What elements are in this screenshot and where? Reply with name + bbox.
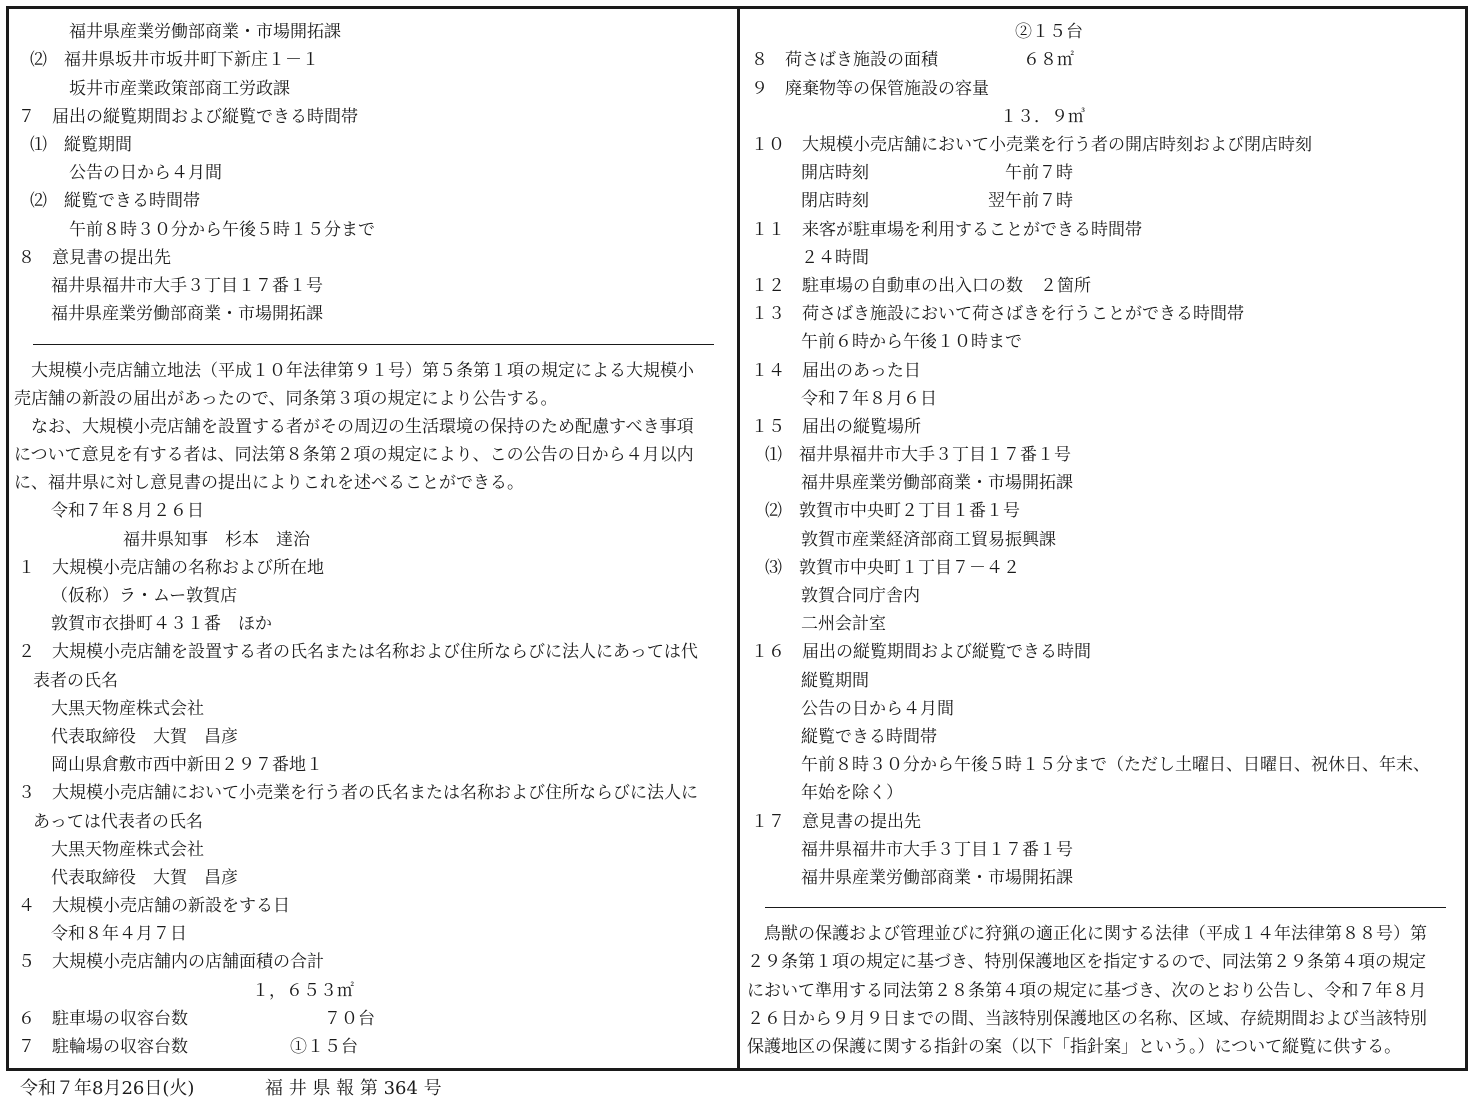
left-text-line: 坂井市産業政策部商工労政課 (69, 79, 290, 99)
left-text-line: ６ 駐車場の収容台数 ７０台 (18, 1009, 375, 1029)
right-text-line: 鳥獣の保護および管理並びに狩猟の適正化に関する法律（平成１４年法律第８８号）第 (747, 924, 1427, 944)
right-text-line: １３．９㎥ (1000, 107, 1085, 127)
right-text-line: １４ 届出のあった日 (751, 361, 921, 381)
left-text-line: ８ 意見書の提出先 (18, 248, 171, 268)
right-text-line: ⑵ 敦賀市中央町２丁目１番１号 (765, 501, 1020, 521)
left-text-line: 福井県知事 杉本 達治 (123, 530, 310, 550)
left-text-line: 大規模小売店舗立地法（平成１０年法律第９１号）第５条第１項の規定による大規模小 (14, 361, 694, 381)
left-text-line: あっては代表者の氏名 (33, 812, 203, 832)
right-text-line: ９ 廃棄物等の保管施設の容量 (751, 79, 989, 99)
right-text-line: 年始を除く） (801, 783, 903, 803)
right-text-line: １０ 大規模小売店舗において小売業を行う者の開店時刻および閉店時刻 (751, 135, 1312, 155)
left-text-line: 敦賀市衣掛町４３１番 ほか (51, 614, 272, 634)
right-text-line: １５ 届出の縦覧場所 (751, 417, 921, 437)
right-text-line: 福井県産業労働部商業・市場開拓課 (801, 473, 1073, 493)
left-text-line: について意見を有する者は、同法第８条第２項の規定により、この公告の日から４月以内 (14, 445, 694, 465)
right-text-line: 令和７年８月６日 (801, 389, 937, 409)
left-text-line: ⑵ 福井県坂井市坂井町下新庄１－１ (30, 50, 319, 70)
left-text-line: 福井県産業労働部商業・市場開拓課 (69, 22, 341, 42)
left-text-line: 大黒天物産株式会社 (51, 840, 204, 860)
right-text-line: 敦賀市産業経済部商工貿易振興課 (801, 530, 1056, 550)
right-text-line: 午前８時３０分から午後５時１５分まで（ただし土曜日、日曜日、祝休日、年末、 (801, 755, 1430, 775)
right-text-line: 縦覧できる時間帯 (801, 727, 937, 747)
right-text-line: ２６日から９月９日までの間、当該特別保護地区の名称、区域、存続期間および当該特別 (747, 1009, 1427, 1029)
right-text-line: １６ 届出の縦覧期間および縦覧できる時間 (751, 642, 1091, 662)
left-text-line: 岡山県倉敷市西中新田２９７番地１ (51, 755, 323, 775)
right-text-line: １３ 荷さばき施設において荷さばきを行うことができる時間帯 (751, 304, 1244, 324)
right-text-line: １２ 駐車場の自動車の出入口の数 ２箇所 (751, 276, 1091, 296)
column-divider (737, 6, 740, 1071)
right-text-line: ８ 荷さばき施設の面積 ６８㎡ (751, 50, 1074, 70)
section-separator-left (33, 344, 714, 345)
left-text-line: ４ 大規模小売店舗の新設をする日 (18, 896, 290, 916)
left-text-line: ２ 大規模小売店舗を設置する者の氏名または名称および住所ならびに法人にあっては代 (18, 642, 698, 662)
right-text-line: 午前６時から午後１０時まで (801, 332, 1022, 352)
left-text-line: に、福井県に対し意見書の提出によりこれを述べることができる。 (14, 473, 524, 493)
right-text-line: 公告の日から４月間 (801, 699, 954, 719)
right-text-line: 縦覧期間 (801, 671, 869, 691)
right-text-line: ⑴ 福井県福井市大手３丁目１７番１号 (765, 445, 1071, 465)
right-text-line: 福井県産業労働部商業・市場開拓課 (801, 868, 1073, 888)
right-text-line: 閉店時刻 翌午前７時 (801, 191, 1073, 211)
left-text-line: ３ 大規模小売店舗において小売業を行う者の氏名または名称および住所ならびに法人に (18, 783, 698, 803)
left-text-line: なお、大規模小売店舗を設置する者がその周辺の生活環境の保持のため配慮すべき事項 (14, 417, 694, 437)
left-text-line: １ 大規模小売店舗の名称および所在地 (18, 558, 324, 578)
left-text-line: ５ 大規模小売店舗内の店舗面積の合計 (18, 952, 324, 972)
left-text-line: 代表取締役 大賀 昌彦 (51, 868, 238, 888)
left-text-line: 公告の日から４月間 (69, 163, 222, 183)
left-text-line: 午前８時３０分から午後５時１５分まで (69, 220, 375, 240)
right-text-line: において準用する同法第２８条第４項の規定に基づき、次のとおり公告し、令和７年８月 (747, 981, 1427, 1001)
right-text-line: ⑶ 敦賀市中央町１丁目７－４２ (765, 558, 1020, 578)
left-text-line: 福井県福井市大手３丁目１７番１号 (51, 276, 323, 296)
left-text-line: ⑵ 縦覧できる時間帯 (30, 191, 200, 211)
left-text-line: 令和７年８月２６日 (51, 501, 204, 521)
left-text-line: 代表取締役 大賀 昌彦 (51, 727, 238, 747)
left-text-line: ７ 届出の縦覧期間および縦覧できる時間帯 (18, 107, 358, 127)
right-text-line: 開店時刻 午前７時 (801, 163, 1073, 183)
left-text-line: １，６５３㎡ (252, 981, 354, 1001)
left-text-line: ⑴ 縦覧期間 (30, 135, 132, 155)
left-text-line: 大黒天物産株式会社 (51, 699, 204, 719)
left-text-line: 売店舗の新設の届出があったので、同条第３項の規定により公告する。 (14, 389, 558, 409)
right-text-line: ②１５台 (1015, 22, 1083, 42)
right-text-line: １１ 来客が駐車場を利用することができる時間帯 (751, 220, 1142, 240)
right-text-line: 保護地区の保護に関する指針の案（以下「指針案」という。）について縦覧に供する。 (747, 1037, 1402, 1057)
footer-date: 令和７年8月26日(火) (20, 1078, 195, 1099)
right-text-line: 敦賀合同庁舎内 (801, 586, 920, 606)
right-text-line: ２９条第１項の規定に基づき、特別保護地区を指定するので、同法第２９条第４項の規定 (747, 952, 1426, 972)
right-text-line: １７ 意見書の提出先 (751, 812, 921, 832)
right-text-line: 福井県福井市大手３丁目１７番１号 (801, 840, 1073, 860)
section-separator-right (765, 907, 1446, 908)
left-text-line: 令和８年４月７日 (51, 924, 187, 944)
right-text-line: 二州会計室 (801, 614, 886, 634)
left-text-line: 表者の氏名 (33, 671, 118, 691)
left-text-line: 福井県産業労働部商業・市場開拓課 (51, 304, 323, 324)
left-text-line: （仮称）ラ・ムー敦賀店 (51, 586, 238, 606)
right-text-line: ２４時間 (801, 248, 869, 268)
footer-gazette-title: 福 井 県 報 第 364 号 (265, 1078, 442, 1099)
left-text-line: ７ 駐輪場の収容台数 ①１５台 (18, 1037, 358, 1057)
